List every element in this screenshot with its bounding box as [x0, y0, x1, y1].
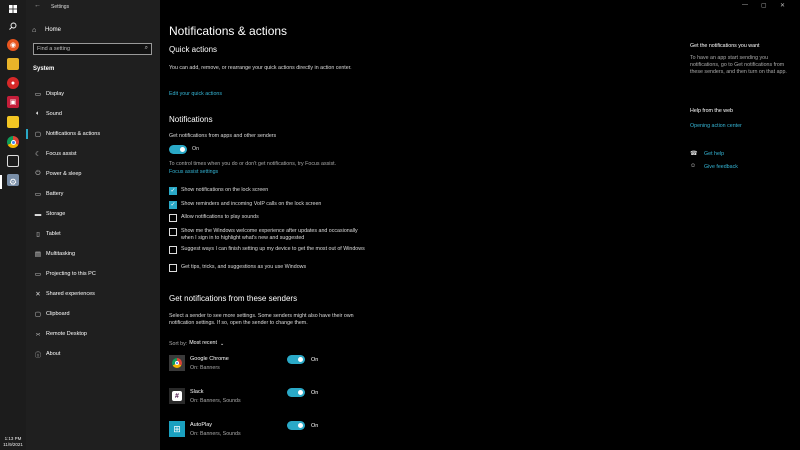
app-orange-icon[interactable]: ◉	[7, 39, 19, 51]
checkbox-row-suggest-setup	[169, 246, 371, 254]
edit-quick-actions-link[interactable]: Edit your quick actions	[169, 91, 222, 97]
display-icon: ▭	[34, 91, 42, 98]
app-red-icon[interactable]: ●	[7, 77, 19, 89]
checkbox-label: Get tips, tricks, and suggestions as you use Windows	[181, 264, 307, 270]
note-icon[interactable]	[7, 155, 19, 167]
checkbox-label: Allow notifications to play sounds	[181, 214, 259, 220]
feedback-icon: ☺	[690, 163, 697, 169]
help-heading: Help from the web	[690, 108, 733, 114]
chevron-down-icon: ⌄	[219, 340, 225, 347]
file-explorer-icon[interactable]	[7, 58, 19, 70]
help-icon: ☎	[690, 151, 698, 157]
settings-icon[interactable]: ⚙	[8, 176, 18, 187]
sort-value: Most recent	[189, 340, 217, 346]
moon-icon: ☾	[35, 151, 41, 158]
storage-icon: ▬	[34, 210, 42, 218]
checkbox-reminders[interactable]: ✓	[170, 202, 176, 208]
toggle-knob	[298, 390, 303, 395]
chrome-icon[interactable]	[7, 136, 19, 148]
sender-sub-slack: On: Banners, Sounds	[190, 398, 241, 404]
checkbox-row-sounds	[169, 214, 371, 222]
sender-name-autoplay[interactable]: AutoPlay	[190, 422, 213, 428]
toggle-knob	[298, 357, 303, 362]
get-notifications-toggle-label: On	[192, 146, 200, 152]
checkbox-label: Show me the Windows welcome experience after updates and occasionally when I sign in to highlight what's new and suggested	[181, 228, 358, 241]
sidebar-item-storage[interactable]	[26, 207, 160, 221]
notifications-icon: ▢	[34, 131, 42, 138]
clipboard-icon: ▢	[34, 311, 42, 318]
sender-name-chrome[interactable]: Google Chrome	[190, 356, 229, 362]
sidebar-item-tablet[interactable]	[26, 227, 160, 241]
checkbox-tips[interactable]	[169, 264, 177, 272]
sender-toggle-autoplay[interactable]	[287, 421, 305, 430]
sender-toggle-label: On	[311, 390, 319, 396]
sound-icon: 🔈︎	[36, 110, 40, 117]
power-icon: ⏻	[35, 170, 41, 177]
sidebar-item-label: Focus assist	[46, 151, 77, 157]
sidebar-item-notifications[interactable]	[26, 127, 160, 141]
close-icon[interactable]: ✕	[780, 3, 786, 9]
senders-heading: Get notifications from these senders	[169, 294, 298, 303]
senders-description: Select a sender to see more settings. Some senders might also have their own notification settings. If so, open the sender to change them.	[169, 313, 354, 326]
get-help-link[interactable]: Get help	[704, 151, 725, 157]
opening-action-center-link[interactable]: Opening action center	[690, 123, 742, 129]
multitasking-icon: ▤	[34, 251, 42, 258]
quick-actions-description: You can add, remove, or rearrange your quick actions directly in action center.	[169, 65, 352, 71]
chrome-icon	[169, 355, 185, 371]
sender-toggle-label: On	[311, 423, 319, 429]
sender-name-slack[interactable]: Slack	[190, 389, 204, 395]
get-notifications-toggle[interactable]	[169, 145, 187, 154]
sidebar-item-power-sleep[interactable]	[26, 167, 160, 181]
maximize-icon[interactable]: ▢	[761, 3, 767, 9]
settings-sidebar	[26, 0, 160, 450]
projecting-icon: ▭	[34, 271, 42, 278]
main-content	[160, 0, 800, 450]
home-icon: ⌂	[32, 26, 37, 34]
quick-actions-heading: Quick actions	[169, 45, 218, 54]
checkbox-row-welcome	[169, 228, 371, 242]
sender-toggle-slack[interactable]	[287, 388, 305, 397]
toggle-knob	[298, 423, 303, 428]
notifications-heading: Notifications	[169, 115, 213, 124]
sidebar-item-remote-desktop[interactable]	[26, 327, 160, 341]
app-red2-icon[interactable]: ▣	[7, 96, 19, 108]
checkbox-lock-screen[interactable]: ✓	[170, 188, 176, 194]
shared-icon: ✕	[35, 291, 41, 298]
title-bar	[26, 0, 160, 14]
checkbox-sounds[interactable]	[169, 214, 177, 222]
search-box	[33, 43, 152, 55]
taskbar	[0, 0, 26, 450]
toggle-knob	[180, 147, 185, 152]
sender-toggle-label: On	[311, 357, 319, 363]
window-controls	[740, 0, 800, 14]
autoplay-icon: ⊞	[169, 421, 185, 437]
taskbar-clock[interactable]	[1, 436, 25, 448]
sidebar-item-label: About	[46, 351, 61, 357]
focus-assist-text: To control times when you do or don't get notifications, try Focus assist.	[169, 161, 337, 167]
give-feedback-link[interactable]: Give feedback	[704, 164, 738, 170]
sidebar-item-label: Sound	[46, 111, 62, 117]
sidebar-item-multitasking[interactable]	[26, 247, 160, 261]
sidebar-item-clipboard[interactable]	[26, 307, 160, 321]
windows-start-icon[interactable]	[7, 3, 19, 15]
sidebar-item-focus-assist[interactable]	[26, 147, 160, 161]
focus-assist-settings-link[interactable]: Focus assist settings	[169, 169, 219, 175]
sidebar-item-label: Tablet	[46, 231, 61, 237]
checkbox-label: Suggest ways I can finish setting up my device to get the most out of Windows	[181, 246, 365, 252]
sidebar-item-label: Remote Desktop	[46, 331, 87, 337]
search-icon[interactable]	[7, 20, 19, 32]
search-icon[interactable]: ⌕	[144, 45, 148, 51]
sidebar-item-battery[interactable]	[26, 187, 160, 201]
checkbox-row-lock-screen	[169, 187, 371, 195]
selected-indicator	[26, 129, 28, 139]
sidebar-item-label: Display	[46, 91, 65, 97]
info-icon: ⓘ	[34, 351, 42, 359]
sidebar-item-sound[interactable]	[26, 107, 160, 121]
sidebar-item-label: Projecting to this PC	[46, 271, 96, 277]
sidebar-item-projecting[interactable]	[26, 267, 160, 281]
sort-by-control[interactable]	[169, 340, 224, 347]
sidebar-item-label: Storage	[46, 211, 66, 217]
sidebar-item-label: Shared experiences	[46, 291, 95, 297]
checkbox-suggest-setup[interactable]	[169, 246, 177, 254]
minimize-icon[interactable]: —	[742, 2, 748, 8]
sort-label: Sort by:	[169, 340, 188, 347]
sidebar-item-label: Notifications & actions	[46, 131, 101, 137]
sender-sub-chrome: On: Banners	[190, 365, 220, 371]
checkbox-welcome[interactable]	[169, 228, 177, 236]
sidebar-item-label: Multitasking	[46, 251, 76, 257]
sidebar-item-label: Battery	[46, 191, 64, 197]
search-input[interactable]	[34, 44, 138, 54]
sidebar-item-label: Clipboard	[46, 311, 70, 317]
battery-icon: ▭	[34, 191, 42, 198]
remote-desktop-icon: ›‹	[35, 330, 41, 338]
checkbox-row-reminders	[169, 201, 371, 209]
sender-sub-autoplay: On: Banners, Sounds	[190, 431, 241, 437]
clock-date: 11/9/2021	[3, 442, 23, 447]
sidebar-item-label: Power & sleep	[46, 171, 82, 177]
get-notifications-label: Get notifications from apps and other senders	[169, 133, 277, 139]
checkbox-label: Show reminders and incoming VoIP calls on the lock screen	[181, 201, 322, 207]
page-title: Notifications & actions	[169, 24, 288, 38]
sidebar-item-display[interactable]	[26, 87, 160, 101]
sticky-notes-icon[interactable]	[7, 116, 19, 128]
sidebar-item-about[interactable]	[26, 347, 160, 361]
slack-icon: #	[169, 388, 185, 404]
home-nav-item[interactable]	[32, 24, 61, 36]
window-title: Settings	[51, 4, 70, 10]
section-title: System	[33, 66, 55, 72]
sender-toggle-chrome[interactable]	[287, 355, 305, 364]
tablet-icon: ▯	[36, 231, 40, 238]
checkbox-row-tips	[169, 264, 371, 272]
checkbox-label: Show notifications on the lock screen	[181, 187, 269, 193]
right-pane-text: To have an app start sending you notifications, go to Get notifications from these senders, and then turn on that app.	[690, 55, 787, 75]
sidebar-item-shared-experiences[interactable]	[26, 287, 160, 301]
clock-time: 1:13 PM	[4, 436, 22, 441]
active-app-indicator	[0, 175, 2, 189]
right-pane-heading: Get the notifications you want	[690, 43, 760, 49]
back-arrow-icon[interactable]: ←	[34, 2, 41, 9]
home-label: Home	[45, 27, 62, 33]
